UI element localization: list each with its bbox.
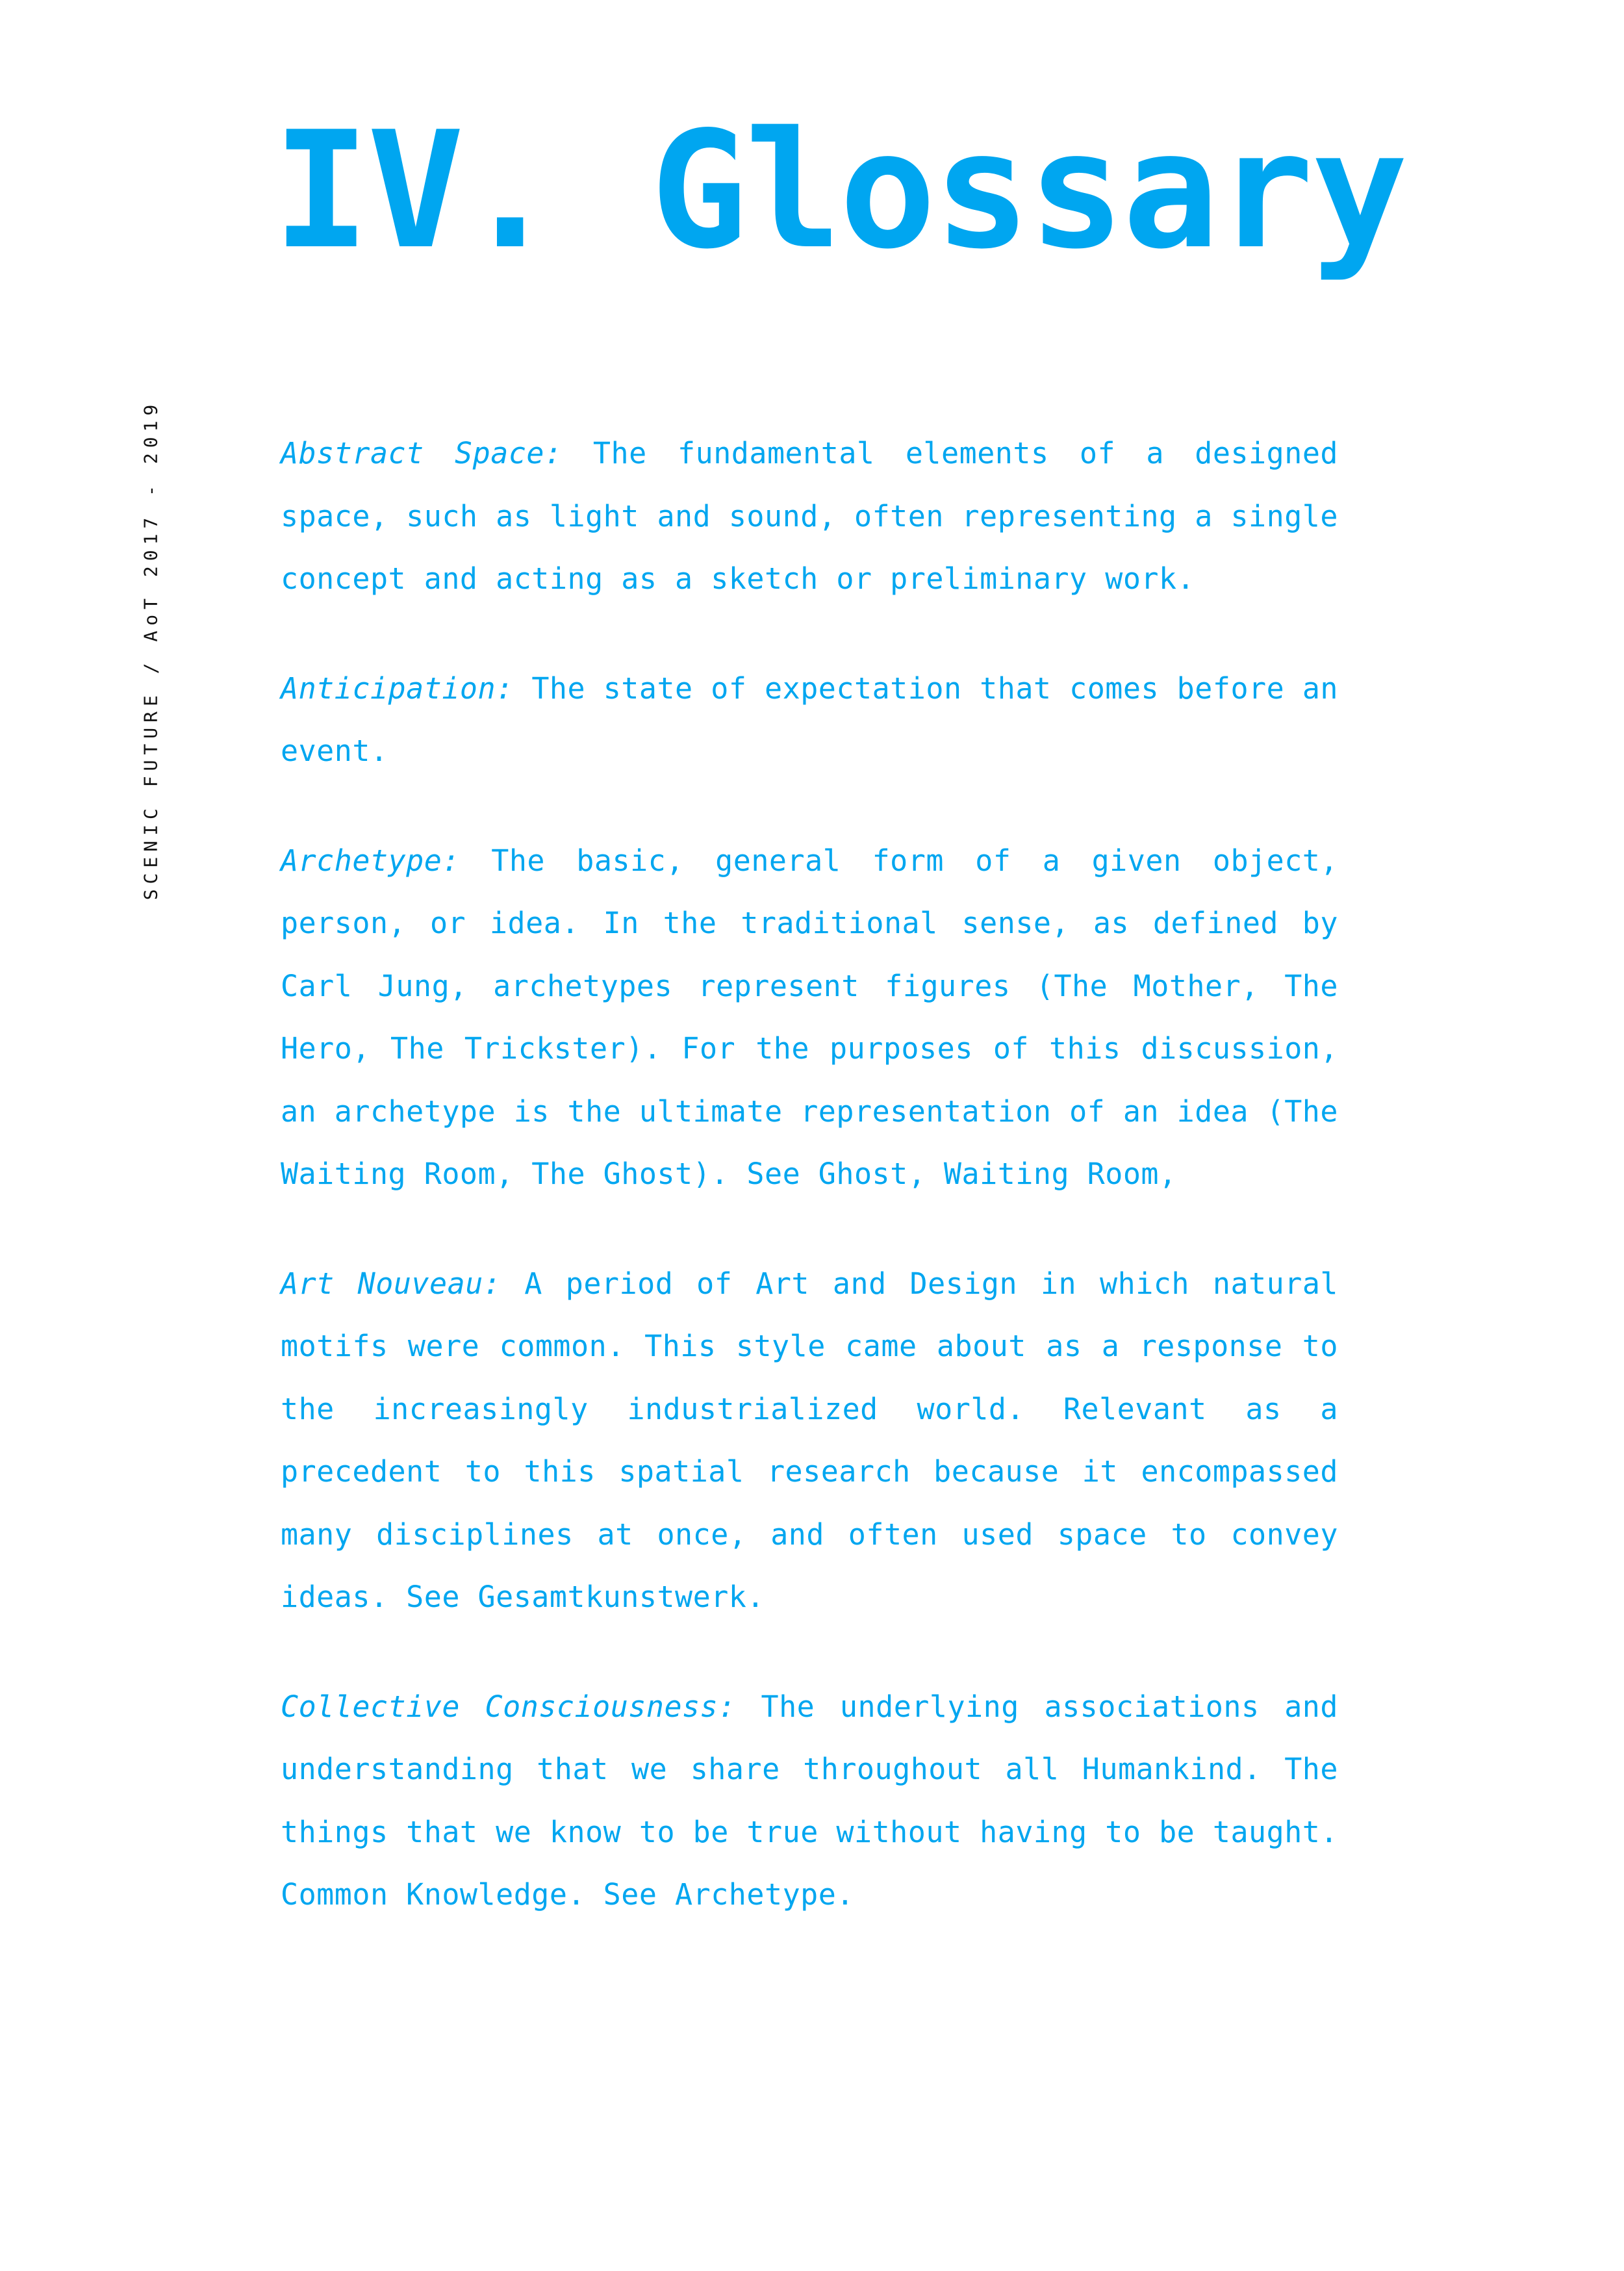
glossary-term: Collective Consciousness: — [281, 1689, 736, 1724]
glossary-entry-collective-consciousness — [281, 1676, 1338, 1927]
glossary-term: Archetype: — [281, 843, 460, 878]
glossary-term: Anticipation: — [281, 671, 514, 706]
glossary-definition: The basic, general form of a given object, person, or idea. In the traditional sense, as defined by Carl Jung, archetypes represent figures (The Mother, The Hero, The Trickster). For the purposes of this discussion, an archetype is the ultimate representation of an idea (The Waiting Room, The Ghost). See Ghost, Waiting Room, — [281, 843, 1338, 1191]
glossary-entry-anticipation — [281, 658, 1338, 783]
glossary-definition: The underlying associations and understanding that we share throughout all Humankind. The things that we know to be true without having to be taught. Common Knowledge. See Archetype. — [281, 1689, 1338, 1912]
glossary-list — [281, 422, 1338, 1973]
glossary-entry-abstract-space — [281, 422, 1338, 611]
page-title: IV. Glossary — [273, 97, 1406, 285]
glossary-entry-art-nouveau — [281, 1253, 1338, 1629]
glossary-entry-archetype — [281, 830, 1338, 1206]
glossary-definition: A period of Art and Design in which natural motifs were common. This style came about as a response to the increasingly industrialized world. Relevant as a precedent to this spatial research because it encompassed many disciplines at once, and often used space to convey ideas. See Gesamtkunstwerk. — [281, 1266, 1339, 1614]
glossary-definition: The fundamental elements of a designed space, such as light and sound, often representing a single concept and acting as a sketch or preliminary work. — [281, 436, 1339, 596]
side-caption-text: SCENIC FUTURE / AoT 2017 - 2019 — [140, 399, 162, 901]
glossary-term: Abstract Space: — [281, 436, 563, 470]
glossary-definition: The state of expectation that comes before an event. — [281, 671, 1339, 768]
glossary-term: Art Nouveau: — [281, 1266, 501, 1301]
